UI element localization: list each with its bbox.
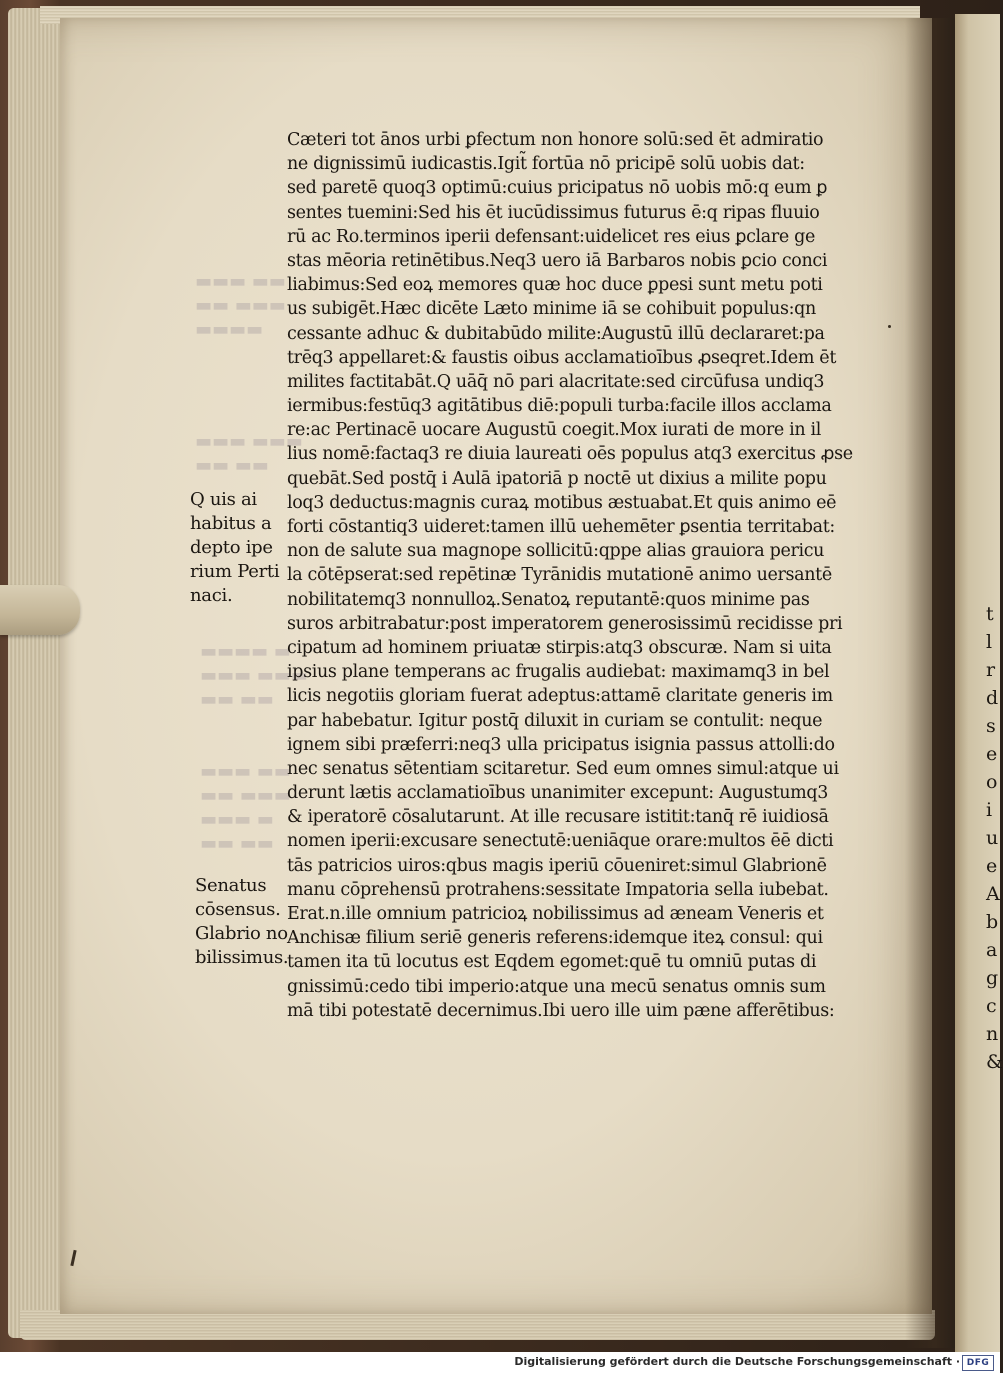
- text-line: gnissimū:cedo tibi imperio:atque una mecū senatus omnis sum: [287, 976, 826, 997]
- text-line: ne dignissimū iudicastis.Igit̃ fortūa nō pricipē solū uobis dat:: [287, 154, 805, 175]
- text-line: Cæteri tot ānos urbi ꝑfectum non honore solū:sed ēt admiratio: [287, 130, 824, 150]
- funding-credit: Digitalisierung gefördert durch die Deutsche Forschungsgemeinschaft ·: [514, 1355, 960, 1368]
- marginal-note-1: [190, 488, 279, 608]
- facing-letter: b: [986, 911, 999, 933]
- text-line: mā tibi potestatē decernimus.Ibi uero ille uim pæne afferētibus:: [287, 1000, 835, 1021]
- facing-letter: t: [986, 603, 994, 625]
- marginal-line: depto ipe: [190, 537, 273, 558]
- facing-letter: e: [986, 855, 998, 877]
- show-through-text: ▬▬▬ ▬▬ ▬▬ ▬▬▬ ▬▬▬ ▬ ▬▬ ▬▬: [200, 761, 291, 854]
- facing-letter: e: [986, 743, 998, 765]
- facing-letter: l: [986, 631, 993, 653]
- text-line: ignem sibi præferri:neq3 ulla pricipatus isignia passus attolli:do: [287, 734, 835, 755]
- text-line: tās patricios uiros:qbus magis iperiū cōueniret:simul Glabrionē: [287, 855, 827, 876]
- text-line: nobilitatemq3 nonnulloꝝ.Senatoꝝ reputantē:quos minime pas: [287, 589, 810, 610]
- text-line: la cōtēpserat:sed repētinæ Tyrānidis mutationē animo uersantē: [287, 565, 832, 586]
- facing-page-text: [986, 600, 1003, 1076]
- facing-letter: i: [986, 799, 993, 821]
- text-line: nomen iperii:excusare senectutē:ueniāque orare:multos ēē dicti: [287, 831, 834, 852]
- marginal-line: Glabrio no: [195, 923, 288, 944]
- facing-letter: n: [986, 1023, 999, 1045]
- marginal-line: rium Perti: [190, 561, 280, 582]
- text-line: derunt lætis acclamatioībus unanimiter excepunt: Augustumq3: [287, 783, 829, 804]
- marginal-note-2: [195, 874, 288, 970]
- text-line: Anchisæ filium seriē generis referens:idemque iteꝝ consul: qui: [287, 928, 823, 949]
- ink-dot: [888, 325, 891, 328]
- text-line: par habebatur. Igitur postq̄ diluxit in curiam se contulit: neque: [287, 710, 823, 731]
- facing-letter: u: [986, 827, 999, 849]
- text-line: licis negotiis gloriam fuerat adeptus:attamē claritate generis im: [287, 686, 833, 707]
- facing-letter: c: [986, 995, 997, 1017]
- text-line: tamen ita tū locutus est Eqdem egomet:quē tu omniū putas di: [287, 952, 817, 973]
- marginal-line: bilissimus.: [195, 947, 289, 968]
- text-line: sentes tuemini:Sed his ēt iucūdissimus futurus ē:q ripas fluuio: [287, 202, 820, 223]
- facing-letter: a: [986, 939, 998, 961]
- text-line: lius nomē:factaq3 re diuia laureati oēs populus atq3 exercitus ꝓse: [287, 444, 853, 465]
- text-line: Erat.n.ille omnium patricioꝝ nobilissimus ad æneam Veneris et: [287, 904, 824, 924]
- facing-letter: o: [986, 771, 998, 793]
- text-line: sed paretē quoq3 optimū:cuius pricipatus nō uobis mō:q eum ꝑ: [287, 178, 828, 199]
- show-through-text: ▬▬▬ ▬▬▬ ▬▬ ▬▬: [195, 431, 303, 476]
- marginal-line: habitus a: [190, 513, 272, 534]
- text-line: forti cōstantiq3 uideret:tamen illū uehemēter ꝑsentia territabat:: [287, 517, 835, 537]
- text-line: nec senatus sētentiam scitaretur. Sed eum omnes simul:atque ui: [287, 758, 839, 779]
- text-line: trēq3 appellaret:& faustis oibus acclamatioībus ꝓseqret.Idem ēt: [287, 347, 836, 368]
- text-line: us subigēt.Hæc dicēte Læto minime iā se cohibuit populus:qn: [287, 299, 816, 320]
- facing-letter: s: [986, 715, 996, 737]
- dfg-logo: DFG: [962, 1355, 994, 1371]
- text-line: ipsius plane temperans ac frugalis audiebat: maximamq3 in bel: [287, 662, 830, 683]
- facing-letter: d: [986, 687, 999, 709]
- bookmark-tab: [0, 585, 80, 635]
- text-line: suros arbitrabatur:post imperatorem generosissimū recidisse pri: [287, 613, 843, 634]
- marginal-line: Q uis ai: [190, 489, 257, 510]
- marginal-line: naci.: [190, 585, 233, 606]
- text-line: cessante adhuc & dubitabūdo milite:Augustū illū declararet:pa: [287, 323, 825, 344]
- show-through-text: ▬▬▬ ▬▬ ▬▬ ▬▬▬ ▬▬▬▬: [195, 271, 286, 340]
- facing-letter: &: [986, 1051, 1003, 1073]
- facing-letter: g: [986, 967, 999, 989]
- text-line: quebāt.Sed postq̄ i Aulā ipatoriā p noctē ut dixius a milite popu: [287, 468, 827, 489]
- facing-letter: A: [986, 883, 1000, 905]
- text-line: iermibus:festūq3 agitātibus diē:populi turba:facile illos acclama: [287, 396, 832, 417]
- gutter-shadow: [905, 18, 955, 1348]
- text-line: manu cōprehensū protrahens:sessitate Impatoria sella iubebat.: [287, 879, 829, 900]
- credit-bar: [0, 1352, 1000, 1373]
- marginal-line: cōsensus.: [195, 899, 281, 920]
- text-line: non de salute sua magnope sollicitū:qppe alias grauiora pericu: [287, 541, 825, 562]
- facing-letter: r: [986, 659, 996, 681]
- text-line: re:ac Pertinacē uocare Augustū coegit.Mox iurati de more in il: [287, 420, 822, 441]
- marginal-line: Senatus: [195, 875, 267, 896]
- text-line: loq3 deductus:magnis curaꝝ motibus æstuabat.Et quis animo eē: [287, 492, 837, 513]
- text-line: liabimus:Sed eoꝝ memores quæ hoc duce ꝑpesi sunt metu poti: [287, 275, 823, 296]
- text-line: stas mēoria retinētibus.Neq3 uero iā Barbaros nobis ꝑcio conci: [287, 250, 828, 271]
- text-line: milites factitabāt.Q uāq̄ nō pari alacritate:sed circūfusa undiq3: [287, 371, 825, 392]
- main-text-block: [287, 128, 887, 1023]
- text-line: rū ac Ro.terminos iperii defensant:uidelicet res eius ꝑclare ge: [287, 226, 815, 247]
- show-through-text: ▬▬▬▬ ▬ ▬▬▬ ▬▬▬ ▬▬ ▬▬: [200, 641, 308, 710]
- text-line: & iperatorē cōsalutarunt. At ille recusare istitit:tanq̄ rē iuidiosā: [287, 807, 829, 828]
- page-edges-bottom: [20, 1310, 935, 1340]
- text-line: cipatum ad hominem priuatæ stirpis:atq3 obscuræ. Nam si uita: [287, 637, 832, 658]
